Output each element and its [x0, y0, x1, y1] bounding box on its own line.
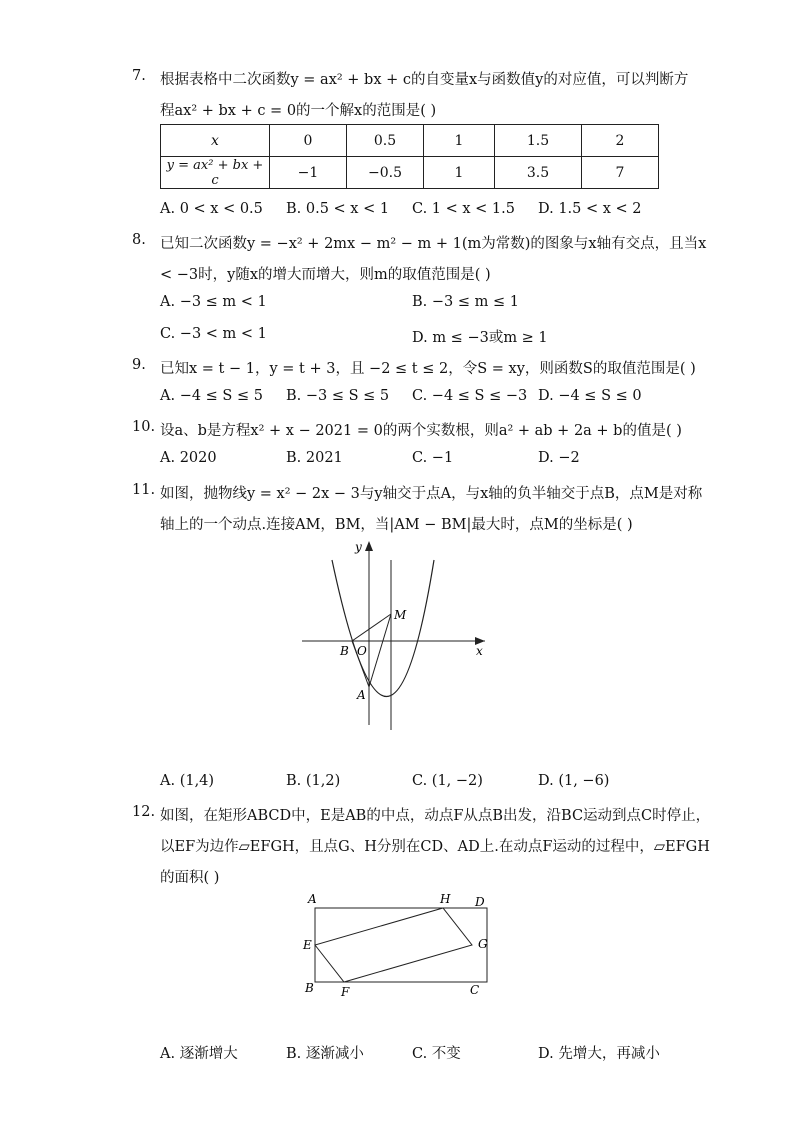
q10-stem-line1: 设a、b是方程x² + x − 2021 = 0的两个实数根，则a² + ab + 2a + b的值是( ) [160, 423, 682, 439]
table-cell: 2 [582, 125, 659, 157]
q11-option-d[interactable]: D. (1, −6) [538, 773, 610, 789]
parallelogram-efgh [315, 908, 472, 982]
q11-stem-line1: 如图，抛物线y = x² − 2x − 3与y轴交于点A，与x轴的负半轴交于点B，点M是对称 [160, 486, 703, 502]
label-x: x [476, 644, 483, 658]
q11-stem-line2: 轴上的一个动点.连接AM，BM，当|AM − BM|最大时，点M的坐标是( ) [160, 517, 633, 533]
q7-option-b[interactable]: B. 0.5 < x < 1 [286, 201, 390, 217]
q7-number: 7. [132, 68, 146, 84]
label-b: B [340, 644, 349, 658]
q9-option-d[interactable]: D. −4 ≤ S ≤ 0 [538, 388, 642, 404]
q7-option-a[interactable]: A. 0 < x < 0.5 [160, 201, 263, 217]
table-cell: 1 [424, 157, 495, 189]
label-f: F [341, 985, 350, 999]
table-cell: −1 [270, 157, 347, 189]
label-h: H [440, 892, 451, 906]
q7-option-c[interactable]: C. 1 < x < 1.5 [412, 201, 515, 217]
label-b: B [305, 981, 314, 995]
table-cell: y = ax² + bx + c [161, 157, 270, 189]
q11-parabola-figure [290, 535, 500, 735]
q12-number: 12. [132, 804, 156, 820]
q12-option-b[interactable]: B. 逐渐减小 [286, 1046, 364, 1062]
q12-option-d[interactable]: D. 先增大，再减小 [538, 1046, 660, 1062]
q7-option-d[interactable]: D. 1.5 < x < 2 [538, 201, 642, 217]
q11-option-c[interactable]: C. (1, −2) [412, 773, 483, 789]
q9-stem-line1: 已知x = t − 1，y = t + 3，且 −2 ≤ t ≤ 2，令S = xy，则函数S的取值范围是( ) [160, 361, 696, 377]
q12-option-a[interactable]: A. 逐渐增大 [160, 1046, 238, 1062]
segment-am [369, 614, 391, 687]
q8-option-c[interactable]: C. −3 < m < 1 [160, 326, 267, 342]
label-c: C [470, 983, 480, 997]
table-cell: −0.5 [347, 157, 424, 189]
q9-number: 9. [132, 357, 146, 373]
label-a: A [308, 892, 317, 906]
q10-option-d[interactable]: D. −2 [538, 450, 580, 466]
table-row [161, 125, 659, 157]
q11-option-a[interactable]: A. (1,4) [160, 773, 215, 789]
q12-option-c[interactable]: C. 不变 [412, 1046, 461, 1062]
label-a: A [357, 688, 366, 702]
table-cell: x [161, 125, 270, 157]
label-g: G [478, 937, 488, 951]
label-o: O [357, 644, 367, 658]
q9-option-c[interactable]: C. −4 ≤ S ≤ −3 [412, 388, 528, 404]
segment-bm [352, 614, 391, 641]
q7-stem-line1: 根据表格中二次函数y = ax² + bx + c的自变量x与函数值y的对应值，可以判断方 [160, 72, 689, 88]
label-y: y [355, 540, 362, 554]
q10-option-c[interactable]: C. −1 [412, 450, 454, 466]
table-cell: 1 [424, 125, 495, 157]
rectangle-abcd [315, 908, 487, 982]
q12-rectangle-figure [300, 888, 500, 1003]
q8-option-a[interactable]: A. −3 ≤ m < 1 [160, 294, 267, 310]
q7-stem-line2: 程ax² + bx + c = 0的一个解x的范围是( ) [160, 103, 437, 119]
q12-stem-line3: 的面积( ) [160, 870, 220, 886]
label-e: E [303, 938, 312, 952]
table-cell: 1.5 [495, 125, 582, 157]
q11-number: 11. [132, 482, 156, 498]
q8-stem-line1: 已知二次函数y = −x² + 2mx − m² − m + 1(m为常数)的图象与x轴有交点，且当x [160, 236, 707, 252]
q12-stem-line1: 如图，在矩形ABCD中，E是AB的中点，动点F从点B出发，沿BC运动到点C时停止， [160, 808, 711, 824]
table-cell: 0.5 [347, 125, 424, 157]
q10-option-a[interactable]: A. 2020 [160, 450, 217, 466]
parabola-curve [332, 560, 434, 697]
q10-option-b[interactable]: B. 2021 [286, 450, 343, 466]
q10-number: 10. [132, 419, 156, 435]
table-cell: 0 [270, 125, 347, 157]
q8-option-b[interactable]: B. −3 ≤ m ≤ 1 [412, 294, 519, 310]
q11-option-b[interactable]: B. (1,2) [286, 773, 341, 789]
q9-option-b[interactable]: B. −3 ≤ S ≤ 5 [286, 388, 390, 404]
label-d: D [475, 895, 485, 909]
table-row [161, 157, 659, 189]
q9-option-a[interactable]: A. −4 ≤ S ≤ 5 [160, 388, 263, 404]
y-axis-arrow-icon [365, 541, 373, 551]
q8-stem-line2: < −3时，y随x的增大而增大，则m的取值范围是( ) [160, 267, 491, 283]
q8-number: 8. [132, 232, 146, 248]
label-m: M [394, 608, 407, 622]
q12-stem-line2: 以EF为边作▱EFGH，且点G、H分别在CD、AD上.在动点F运动的过程中，▱EFGH [160, 839, 710, 855]
q7-value-table [160, 124, 659, 189]
table-cell: 3.5 [495, 157, 582, 189]
q8-option-d[interactable]: D. m ≤ −3或m ≥ 1 [412, 330, 548, 346]
table-cell: 7 [582, 157, 659, 189]
